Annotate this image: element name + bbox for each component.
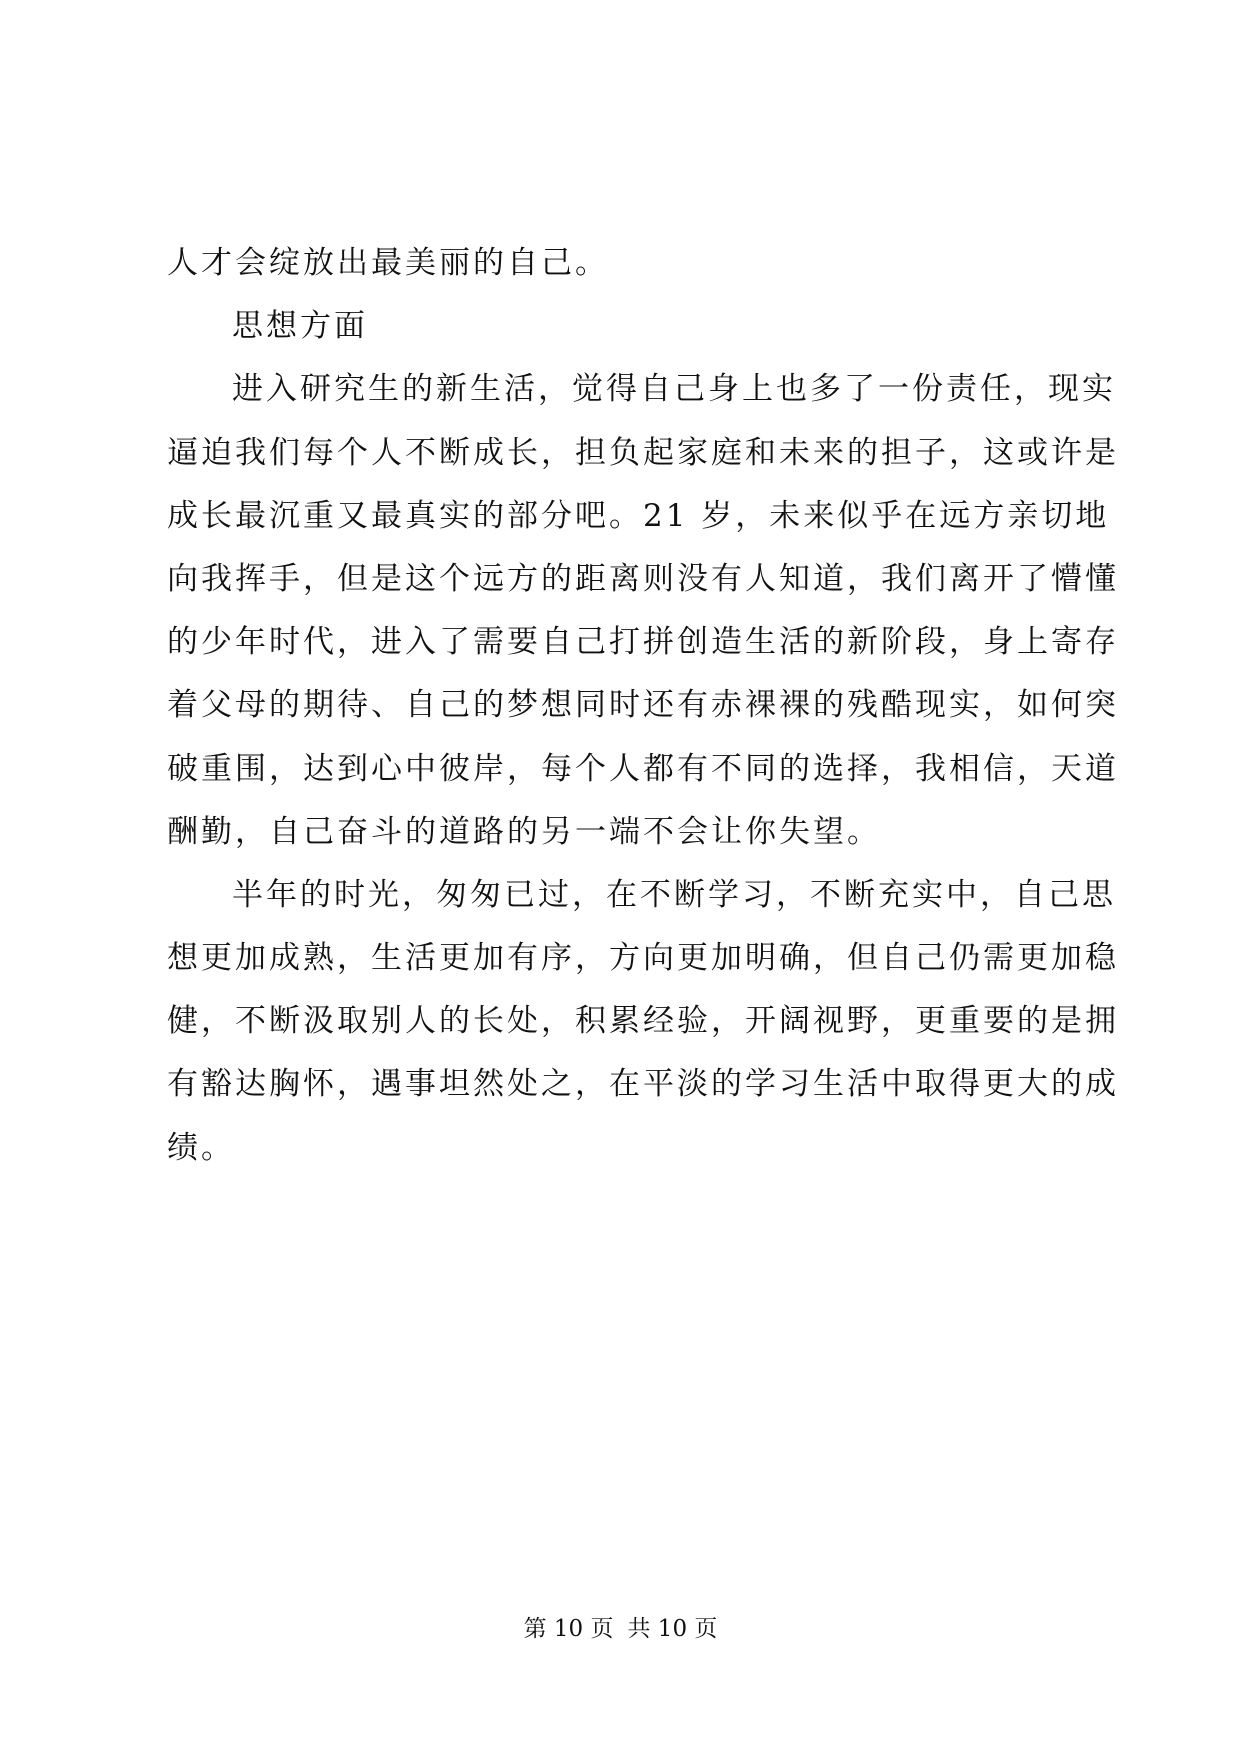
text-line: 想更加成熟，生活更加有序，方向更加明确，但自己仍需更加稳 xyxy=(167,940,1119,977)
page-number: 第 10 页 xyxy=(523,1616,614,1642)
text-line: 半年的时光，匆匆已过，在不断学习，不断充实中，自己思 xyxy=(232,876,1116,913)
text-line: 酬勤，自己奋斗的道路的另一端不会让你失望。 xyxy=(167,813,881,850)
text-line: 逼迫我们每个人不断成长，担负起家庭和未来的担子，这或许是 xyxy=(167,434,1119,471)
text-line: 着父母的期待、自己的梦想同时还有赤裸裸的残酷现实，如何突 xyxy=(167,687,1119,724)
text-line: 成长最沉重又最真实的部分吧。21 岁，未来似乎在远方亲切地 xyxy=(167,497,1110,534)
text-line: 向我挥手，但是这个远方的距离则没有人知道，我们离开了懵懂 xyxy=(167,560,1119,597)
text-line: 健，不断汲取别人的长处，积累经验，开阔视野，更重要的是拥 xyxy=(167,1003,1119,1040)
document-body xyxy=(167,232,1119,1180)
page-total: 共 10 页 xyxy=(627,1616,718,1642)
text-line: 进入研究生的新生活，觉得自己身上也多了一份责任，现实 xyxy=(232,371,1116,408)
section-heading: 思想方面 xyxy=(232,308,368,345)
page-footer xyxy=(0,1610,1241,1643)
text-line: 的少年时代，进入了需要自己打拼创造生活的新阶段，身上寄存 xyxy=(167,624,1119,661)
text-line: 破重围，达到心中彼岸，每个人都有不同的选择，我相信，天道 xyxy=(167,750,1119,787)
text-line: 有豁达胸怀，遇事坦然处之，在平淡的学习生活中取得更大的成 xyxy=(167,1066,1119,1103)
text-line: 绩。 xyxy=(167,1129,235,1166)
text-line: 人才会绽放出最美丽的自己。 xyxy=(167,245,609,281)
